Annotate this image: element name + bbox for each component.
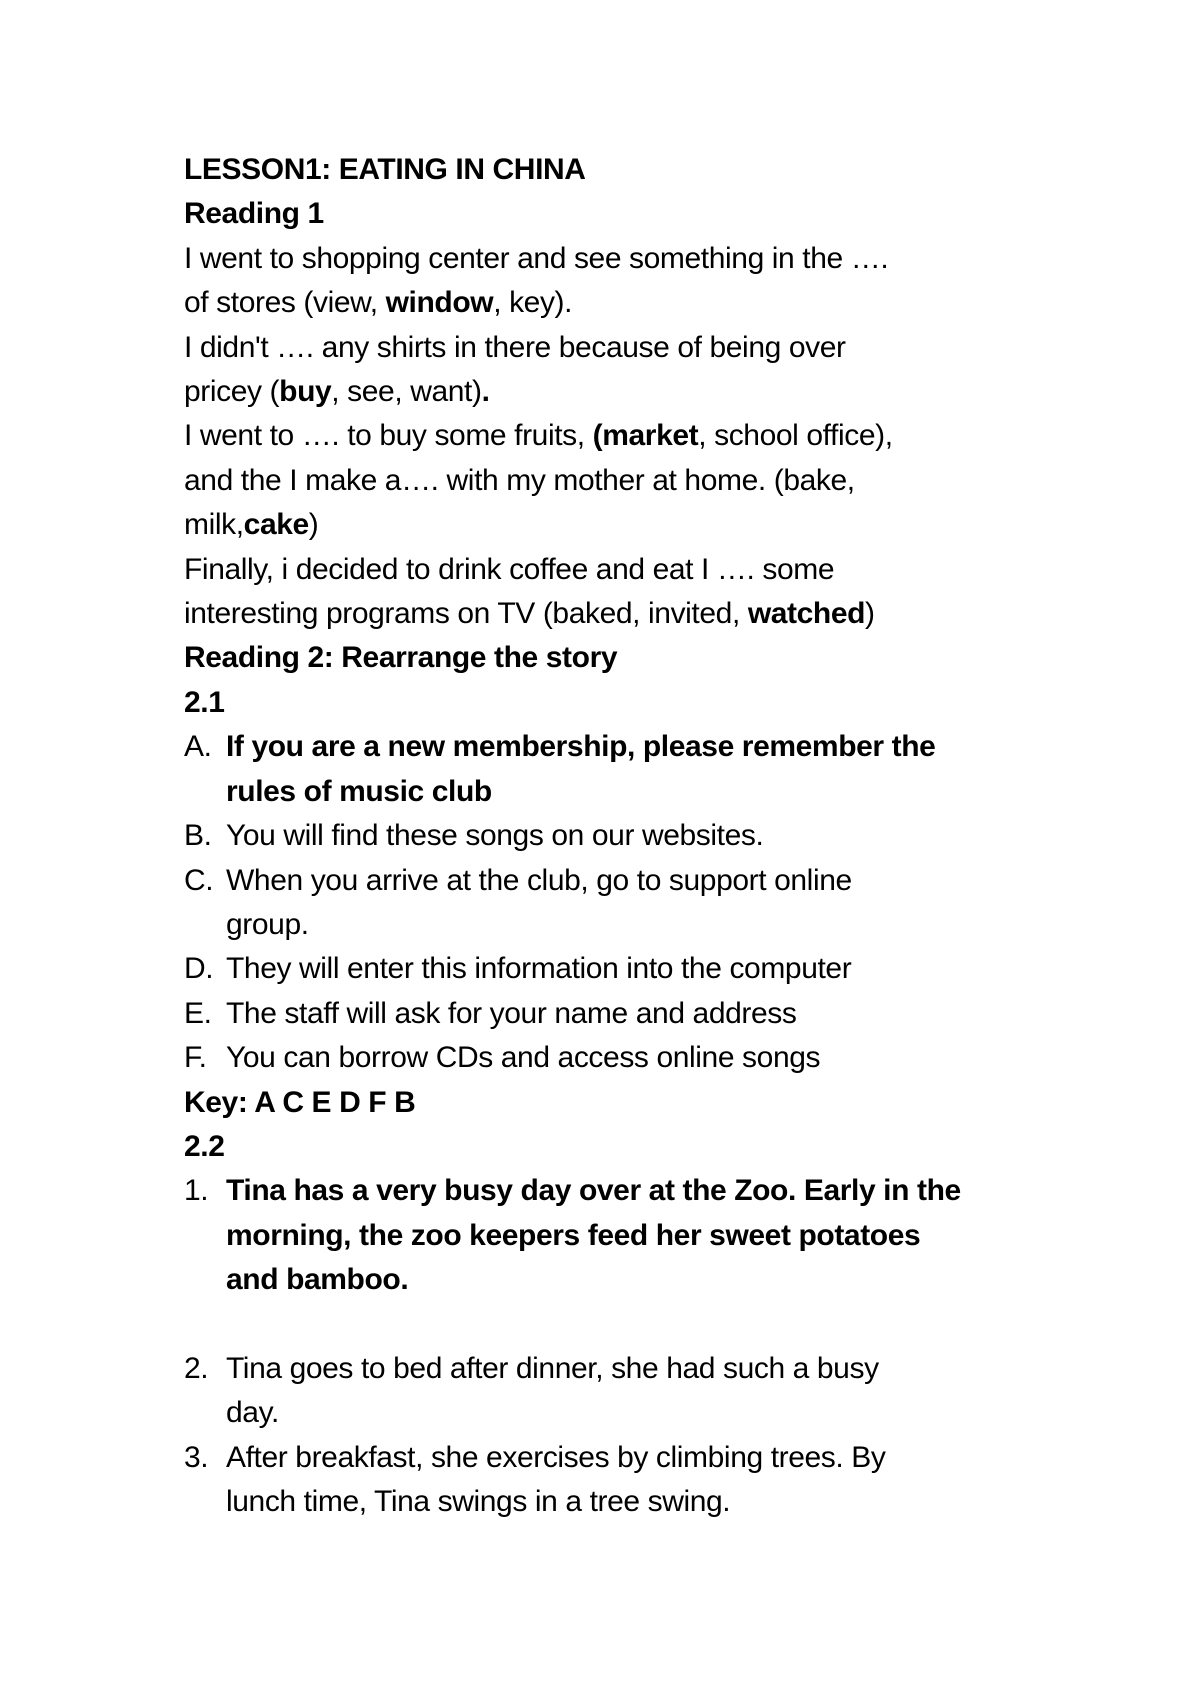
list-item-text (226, 1436, 1084, 1525)
story-2-1-item (184, 1036, 1084, 1080)
list-item-line: Tina goes to bed after dinner, she had such a busy (226, 1351, 879, 1385)
list-item-line: lunch time, Tina swings in a tree swing. (226, 1485, 731, 1519)
list-marker: 3. (184, 1440, 209, 1474)
list-item-line: You can borrow CDs and access online songs (226, 1041, 821, 1075)
text-run: milk, (184, 508, 244, 542)
text-run: interesting programs on TV (baked, invited, (184, 597, 748, 631)
reading1-heading: Reading 1 (184, 197, 324, 231)
text-run: I went to …. to buy some fruits, (184, 419, 593, 453)
list-item-text (226, 859, 1084, 948)
list-marker: D. (184, 952, 214, 986)
list-marker: F. (184, 1041, 207, 1075)
list-item-line: They will enter this information into the computer (226, 952, 852, 986)
story-2-1-item (184, 947, 1084, 991)
reading1-line (184, 459, 1084, 503)
list-item-line: You will find these songs on our websites. (226, 819, 764, 853)
text-run: , key). (493, 286, 573, 320)
list-item-line: When you arrive at the club, go to support online (226, 863, 852, 897)
story-2-2-item (184, 1436, 1084, 1525)
text-run: Finally, i decided to drink coffee and eat I …. some (184, 552, 835, 586)
list-marker: A. (184, 730, 212, 764)
reading1-body (184, 237, 1084, 637)
text-run: , see, want) (331, 375, 482, 409)
lesson-title: LESSON1: EATING IN CHINA (184, 153, 586, 186)
section-2-1-label: 2.1 (184, 685, 225, 719)
list-marker: B. (184, 819, 212, 853)
reading1-line (184, 237, 1084, 281)
answer-word: watched (747, 597, 866, 631)
answer-word: (market (592, 419, 699, 453)
answer-word: cake (243, 508, 309, 542)
list-marker: 2. (184, 1351, 209, 1385)
story-2-1-item (184, 859, 1084, 948)
reading1-line (184, 370, 1084, 414)
list-item-text (226, 814, 1084, 858)
reading1-line (184, 326, 1084, 370)
list-marker: C. (184, 863, 214, 897)
story-2-1-item (184, 814, 1084, 858)
text-run: I went to shopping center and see something in the …. (184, 241, 889, 275)
answer-word: . (481, 375, 490, 409)
section-2-2-label: 2.2 (184, 1129, 225, 1163)
reading1-line (184, 592, 1084, 636)
list-item-text (226, 992, 1084, 1036)
document-page (184, 148, 1084, 1525)
list-item-line: group. (226, 907, 309, 941)
reading1-line (184, 414, 1084, 458)
list-item-text (226, 947, 1084, 991)
list-item-line: After breakfast, she exercises by climbing trees. By (226, 1440, 886, 1474)
story-2-2-item (184, 1169, 1084, 1302)
list-item-text (226, 1036, 1084, 1080)
list-marker: E. (184, 996, 212, 1030)
answer-key: Key: A C E D F B (184, 1085, 416, 1119)
reading1-line (184, 548, 1084, 592)
list-item-line: If you are a new membership, please remember the (226, 730, 936, 764)
list-item-line: Tina has a very busy day over at the Zoo. Early in the (226, 1174, 961, 1208)
reading2-heading: Reading 2: Rearrange the story (184, 641, 618, 675)
text-run: , school office), (698, 419, 893, 453)
text-run: I didn't …. any shirts in there because of being over (184, 330, 846, 364)
story-2-1-item (184, 725, 1084, 814)
blank-line (184, 1303, 1084, 1347)
list-item-line: day. (226, 1396, 279, 1430)
list-marker: 1. (184, 1174, 209, 1208)
list-item-line: and bamboo. (226, 1263, 409, 1297)
list-item-line: morning, the zoo keepers feed her sweet potatoes (226, 1218, 921, 1252)
text-run: ) (865, 597, 875, 631)
text-run: and the I make a…. with my mother at home. (bake, (184, 463, 855, 497)
text-run: pricey ( (184, 375, 280, 409)
text-run: ) (308, 508, 319, 542)
list-item-text (226, 1169, 1084, 1302)
story-2-2-item (184, 1347, 1084, 1436)
list-item-line: rules of music club (226, 774, 492, 808)
answer-word: buy (279, 375, 332, 409)
list-item-text (226, 725, 1084, 814)
section-2-1-list (184, 725, 1084, 1080)
list-item-line: The staff will ask for your name and address (226, 996, 797, 1030)
answer-word: window (385, 286, 494, 320)
story-2-1-item (184, 992, 1084, 1036)
section-2-2-list (184, 1169, 1084, 1524)
text-run: of stores (view, (184, 286, 386, 320)
list-item-text (226, 1347, 1084, 1436)
reading1-line (184, 281, 1084, 325)
reading1-line (184, 503, 1084, 547)
